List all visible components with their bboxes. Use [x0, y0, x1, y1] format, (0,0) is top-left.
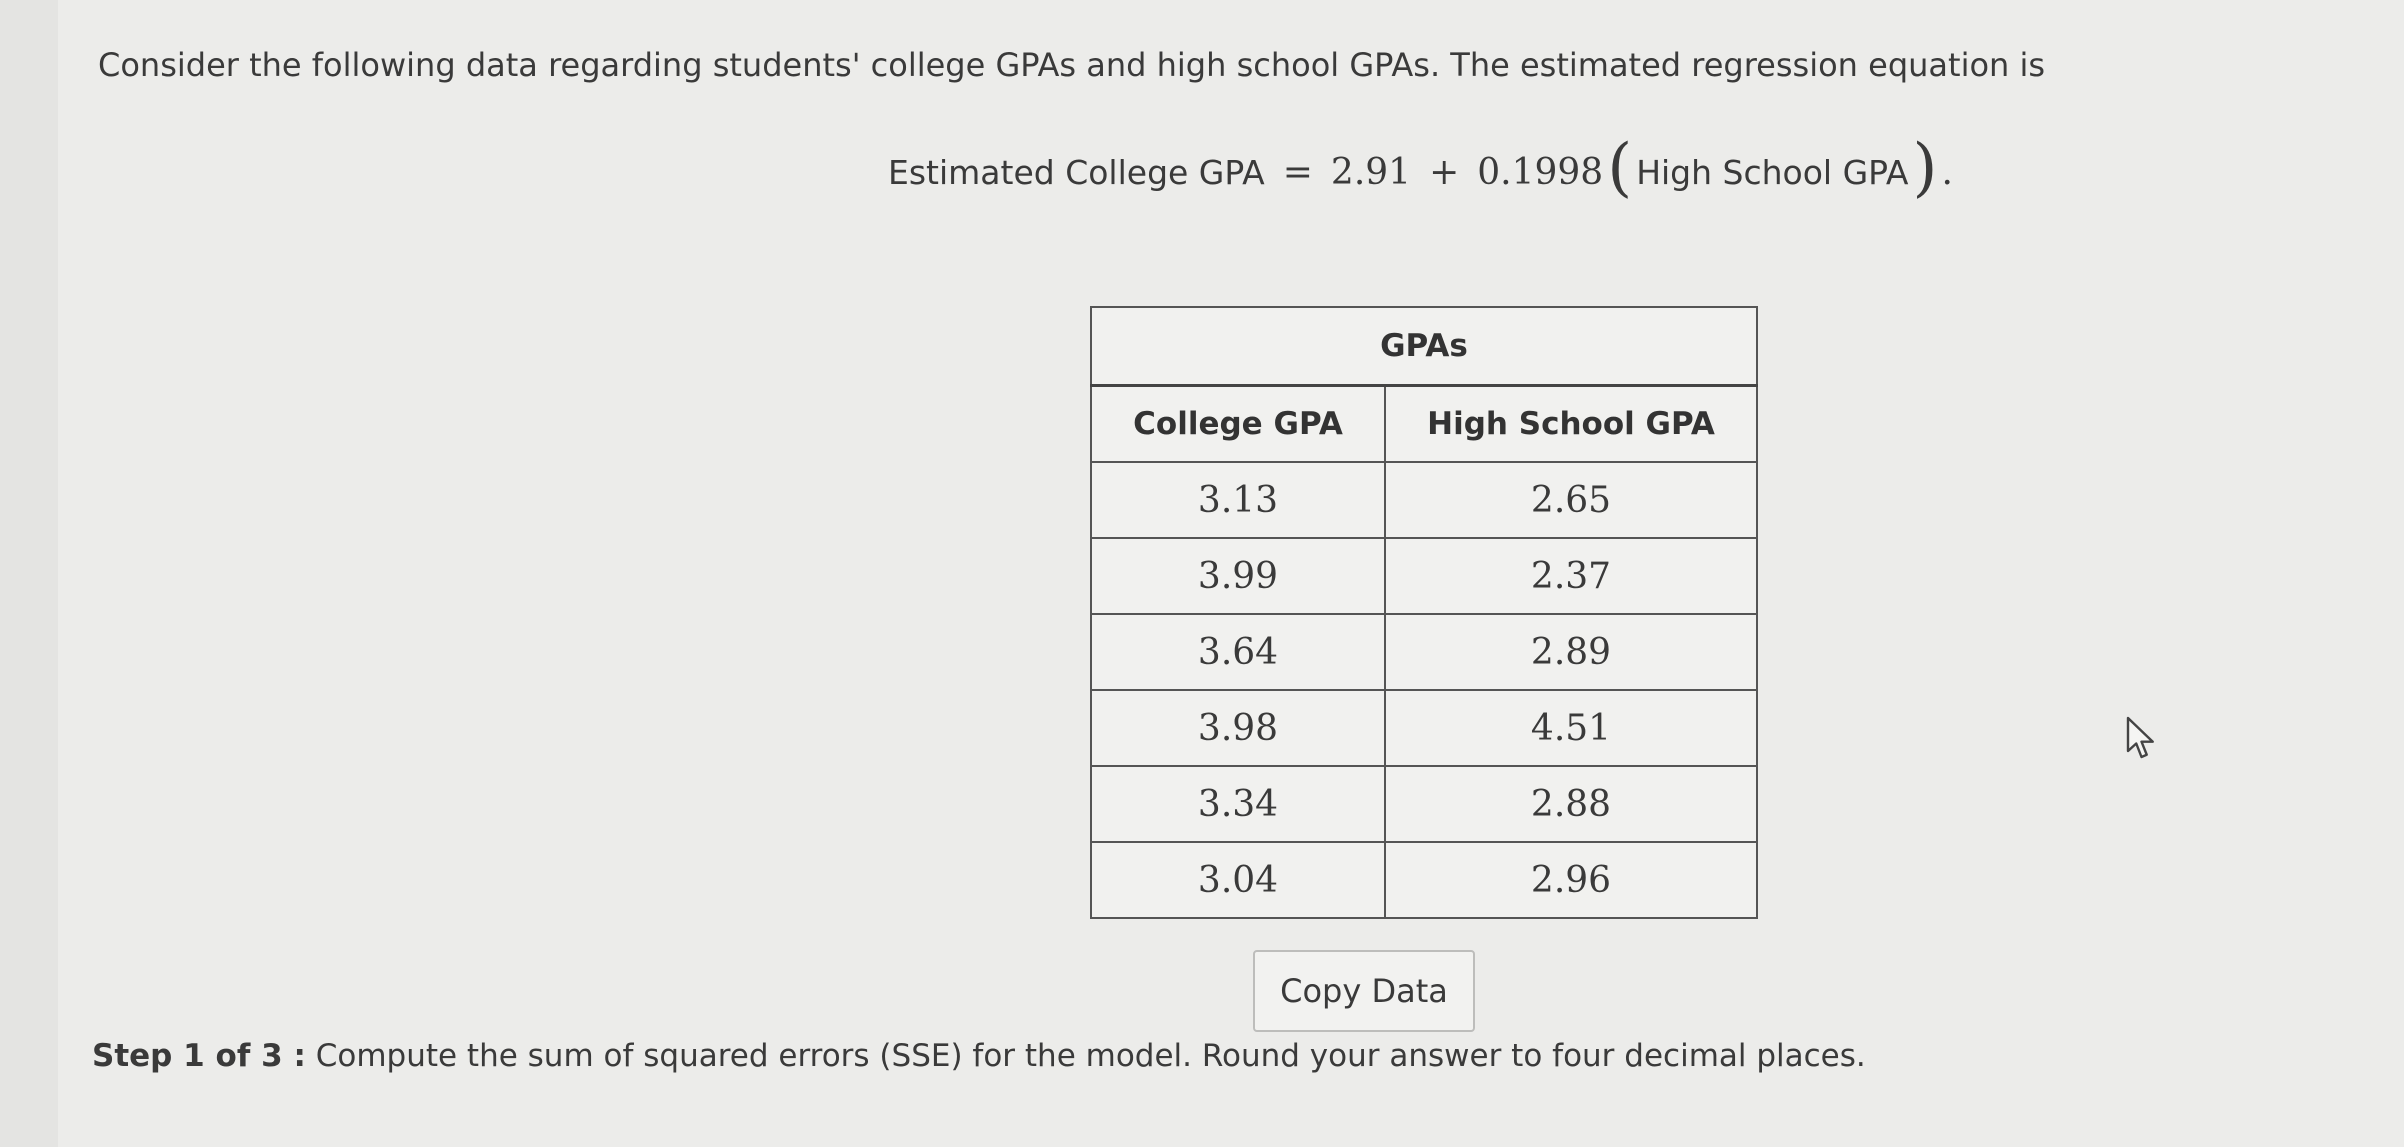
- cell-high-school-gpa: 2.96: [1385, 842, 1757, 918]
- cell-college-gpa: 3.64: [1091, 614, 1385, 690]
- equation-period: .: [1941, 151, 1953, 193]
- cell-high-school-gpa: 2.37: [1385, 538, 1757, 614]
- question-page: [58, 0, 2404, 1147]
- table-row: [1091, 690, 1757, 766]
- column-header-high-school-gpa: High School GPA: [1385, 386, 1757, 463]
- table-row: [1091, 614, 1757, 690]
- equation-lhs: Estimated College GPA: [888, 152, 1265, 192]
- equation-plus: +: [1429, 151, 1460, 193]
- cell-college-gpa: 3.13: [1091, 462, 1385, 538]
- equation-variable: High School GPA: [1636, 152, 1909, 192]
- cell-college-gpa: 3.98: [1091, 690, 1385, 766]
- cell-high-school-gpa: 2.89: [1385, 614, 1757, 690]
- equation-equals: =: [1282, 151, 1313, 193]
- equation-open-paren: (: [1607, 131, 1633, 205]
- equation-intercept: 2.91: [1330, 151, 1412, 193]
- step-instruction: [92, 1038, 1866, 1074]
- regression-equation: [888, 131, 1953, 205]
- table-caption-row: [1091, 307, 1757, 386]
- table-header-row: [1091, 386, 1757, 463]
- cell-high-school-gpa: 2.88: [1385, 766, 1757, 842]
- cell-high-school-gpa: 4.51: [1385, 690, 1757, 766]
- cell-high-school-gpa: 2.65: [1385, 462, 1757, 538]
- mouse-pointer-icon: [2125, 715, 2161, 763]
- copy-data-button[interactable]: Copy Data: [1253, 950, 1475, 1032]
- step-text: Compute the sum of squared errors (SSE) for the model. Round your answer to four decimal places.: [305, 1038, 1866, 1074]
- table-caption: GPAs: [1091, 307, 1757, 386]
- equation-slope: 0.1998: [1477, 151, 1604, 193]
- step-label: Step 1 of 3 :: [92, 1038, 306, 1074]
- table-row: [1091, 766, 1757, 842]
- cell-college-gpa: 3.99: [1091, 538, 1385, 614]
- table-row: [1091, 538, 1757, 614]
- equation-close-paren: ): [1912, 131, 1938, 205]
- gpa-table: [1090, 306, 1758, 919]
- cell-college-gpa: 3.34: [1091, 766, 1385, 842]
- table-row: [1091, 842, 1757, 918]
- question-intro: Consider the following data regarding students' college GPAs and high school GPAs. The estimated regression equation is: [98, 46, 2046, 84]
- table-row: [1091, 462, 1757, 538]
- cell-college-gpa: 3.04: [1091, 842, 1385, 918]
- column-header-college-gpa: College GPA: [1091, 386, 1385, 463]
